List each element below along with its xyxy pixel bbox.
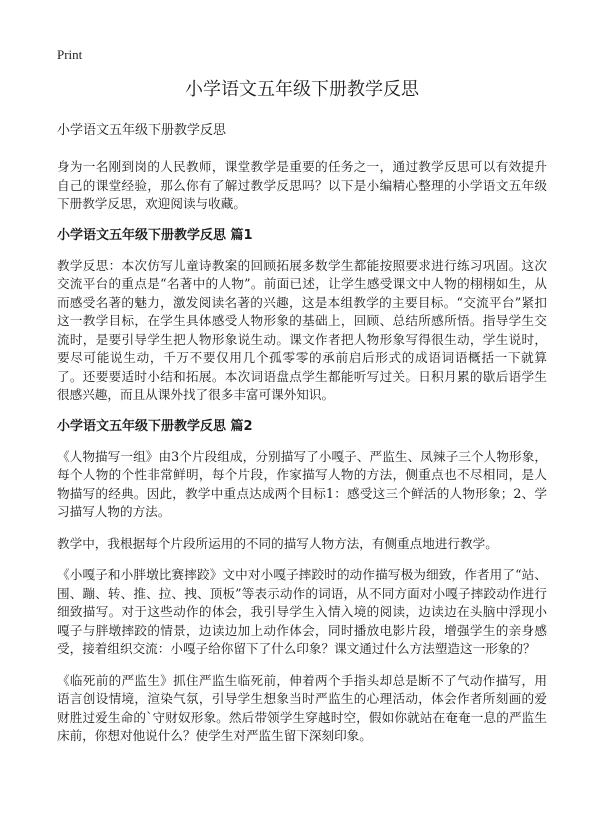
article-subtitle: 小学语文五年级下册教学反思: [57, 123, 227, 138]
print-link[interactable]: Print: [57, 47, 83, 62]
section-2-paragraph: 《人物描写一组》由3个片段组成，分别描写了小嘎子、严监生、凤辣子三个人物形象，每个人物的个性非常鲜明，每个片段，作家描写人物的方法，侧重点也不尽相同，是人物描写的经典。因此，教学中重点达成两个目标1：感受这三个鲜活的人物形象；2、学习描写人物的方法。: [57, 448, 547, 519]
section-heading-2: 小学语文五年级下册教学反思 篇2: [57, 418, 253, 434]
section-2-paragraph: 《临死前的严监生》抓住严监生临死前，伸着两个手指头却总是断不了气动作描写，用语言创设情境，渲染气氛，引导学生想象当时严监生的心理活动，体会作者所刻画的爱财胜过爱生命的`守财奴形象。然后带领学生穿越时空，假如你就站在奄奄一息的严监生床前，你想对他说什么？使学生对严监生留下深刻印象。: [57, 672, 547, 743]
section-2-paragraph: 教学中，我根据每个片段所运用的不同的描写人物方法，有侧重点地进行教学。: [57, 535, 498, 551]
section-heading-1: 小学语文五年级下册教学反思 篇1: [57, 227, 253, 243]
section-2-paragraph: 《小嘎子和小胖墩比赛摔跤》文中对小嘎子摔跤时的动作描写极为细致，作者用了“站、围、蹦、转、推、拉、拽、顶板”等表示动作的词语，从不同方面对小嘎子摔跤动作进行细致描写。对于这些动作的体会，我引导学生入情入境的阅读，边读边在头脑中浮现小嘎子与胖墩摔跤的情景，边读边加上动作体会，同时播放电影片段，增强学生的亲身感受，接着组织交流：小嘎子给你留下了什么印象？课文通过什么方法塑造这一形象的？: [57, 567, 547, 656]
intro-paragraph: 身为一名刚到岗的人民教师，课堂教学是重要的任务之一，通过教学反思可以有效提升自己的课堂经验，那么你有了解过教学反思吗？以下是小编精心整理的小学语文五年级下册教学反思，欢迎阅读与收藏。: [57, 159, 547, 211]
page-title: 小学语文五年级下册教学反思: [185, 79, 419, 100]
article: [57, 78, 547, 759]
section-1-paragraph: 教学反思：本次仿写儿童诗教案的回顾拓展多数学生都能按照要求进行练习巩固。这次交流平台的重点是“名著中的人物”。前面已述，让学生感受课文中人物的栩栩如生，从而感受名著的魅力，激发阅读名著的兴趣，这是本组教学的主要目标。“交流平台”紧扣这一教学目标，在学生具体感受人物形象的基础上，回顾、总结所感所悟。指导学生交流时，是要引导学生把人物形象说生动。课文作者把人物形象写得很生动，学生说时，要尽可能说生动，千万不要仅用几个孤零零的承前启后形式的成语词语概括一下就算了。还要要适时小结和拓展。本次词语盘点学生都能听写过关。日积月累的歇后语学生很感兴趣，而且从课外找了很多丰富可课外知识。: [57, 257, 547, 402]
